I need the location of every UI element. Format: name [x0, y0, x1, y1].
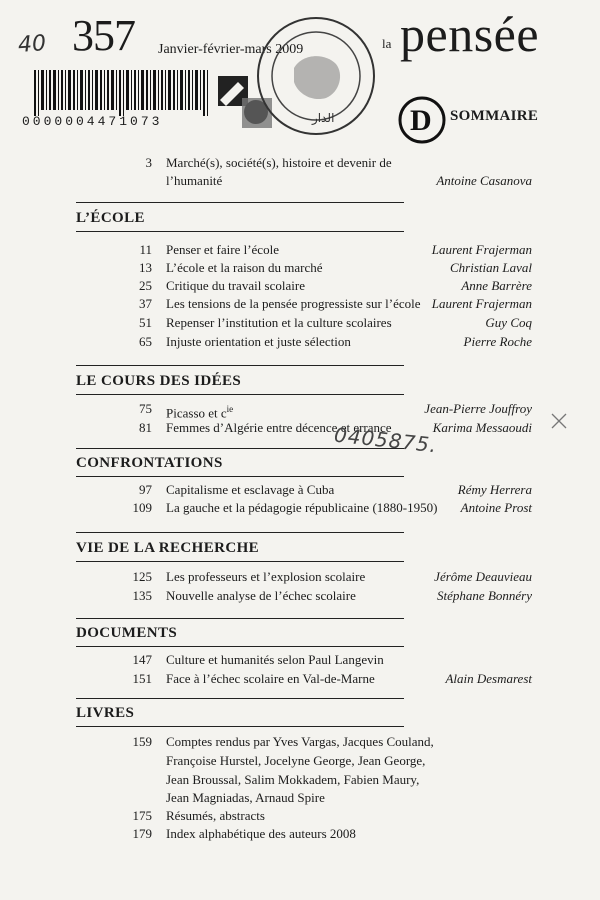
page-number: 135 [132, 588, 152, 603]
article-title: Face à l’échec scolaire en Val-de-Marne [166, 671, 375, 686]
journal-title: pensée [400, 6, 540, 62]
toc-entry [0, 400, 600, 421]
article-title: Marché(s), société(s), histoire et devenir de [166, 155, 392, 170]
divider [76, 231, 404, 232]
page-number: 147 [132, 652, 152, 667]
sommaire-heading: SOMMAIRE [450, 108, 539, 124]
article-author: Antoine Prost [460, 500, 532, 515]
toc-entry-comptes-cont [0, 771, 600, 789]
article-title: Picasso et $c^{ie}$ [166, 404, 234, 421]
divider [76, 726, 404, 727]
article-author: Anne Barrère [461, 278, 532, 293]
section-title-idees: LE COURS DES IDÉES [76, 373, 242, 389]
page-number: 81 [139, 420, 152, 435]
article-author: Karima Messaoudi [432, 420, 532, 435]
page-number: 175 [132, 808, 152, 823]
toc-entry [0, 825, 600, 843]
section-title-ecole: L’ÉCOLE [76, 210, 145, 226]
page-number: 97 [139, 482, 152, 497]
section-title-confrontations: CONFRONTATIONS [76, 455, 223, 471]
toc-entry [0, 419, 600, 437]
article-author: Laurent Frajerman [431, 296, 532, 311]
divider [76, 698, 404, 699]
page-number: 37 [139, 296, 152, 311]
toc-entry [0, 333, 600, 351]
divider [76, 646, 404, 647]
article-title: Comptes rendus par Yves Vargas, Jacques Couland, [166, 734, 434, 749]
divider [76, 202, 404, 203]
article-title: Femmes d’Algérie entre décence et errance [166, 420, 392, 435]
toc-entry [0, 259, 600, 277]
library-stamp [254, 14, 378, 138]
article-title: La gauche et la pédagogie républicaine (1880-1950) [166, 500, 438, 515]
section-title-documents: DOCUMENTS [76, 625, 178, 641]
toc-entry-comptes [0, 733, 600, 751]
section-title-livres: LIVRES [76, 705, 135, 721]
article-author: Jean-Pierre Jouffroy [424, 401, 532, 416]
page-number: 3 [145, 155, 152, 170]
article-title: L’école et la raison du marché [166, 260, 323, 275]
divider [76, 448, 404, 449]
article-title-cont: Françoise Hurstel, Jocelyne George, Jean George, [166, 753, 426, 768]
toc-entry [0, 277, 600, 295]
article-author: Rémy Herrera [457, 482, 532, 497]
article-title-cont: Jean Broussal, Salim Mokkadem, Fabien Maury, [166, 772, 420, 787]
handwritten-note: 40 [17, 31, 47, 58]
article-title: Injuste orientation et juste sélection [166, 334, 351, 349]
issue-date: Janvier-février-mars 2009 [158, 42, 304, 57]
barcode-number: 0000004471073 [22, 114, 163, 129]
toc-entry [0, 807, 600, 825]
toc-entry [0, 481, 600, 499]
margin-x-mark [550, 412, 568, 430]
article-author: Pierre Roche [463, 334, 532, 349]
article-title: Les tensions de la pensée progressiste sur l’école [166, 296, 421, 311]
article-title: Repenser l’institution et la culture scolaires [166, 315, 392, 330]
page-number: 151 [132, 671, 152, 686]
divider [76, 365, 404, 366]
intro-entry [0, 154, 600, 172]
toc-entry [0, 499, 600, 517]
article-author: Christian Laval [450, 260, 532, 275]
article-title-cont: l’humanité [166, 173, 223, 188]
divider [76, 476, 404, 477]
article-author: Stéphane Bonnéry [437, 588, 532, 603]
article-title: Les professeurs et l’explosion scolaire [166, 569, 366, 584]
divider [76, 618, 404, 619]
toc-entry [0, 241, 600, 259]
page-number: 75 [139, 401, 152, 416]
article-author: Jérôme Deauvieau [434, 569, 532, 584]
toc-entry [0, 568, 600, 586]
article-title: Nouvelle analyse de l’échec scolaire [166, 588, 356, 603]
article-title: Critique du travail scolaire [166, 278, 305, 293]
article-title: Index alphabétique des auteurs 2008 [166, 826, 356, 841]
article-title-cont: Jean Magniadas, Arnaud Spire [166, 790, 325, 805]
page-number: 109 [132, 500, 152, 515]
journal-article: la [382, 36, 392, 51]
svg-text:D: D [410, 104, 432, 137]
article-title: Résumés, abstracts [166, 808, 265, 823]
stamp-text: الدار [312, 111, 335, 125]
page-number: 51 [139, 315, 152, 330]
toc-entry [0, 670, 600, 688]
article-title: Capitalisme et esclavage à Cuba [166, 482, 335, 497]
page-number: 25 [139, 278, 152, 293]
toc-entry-comptes-cont [0, 752, 600, 770]
toc-entry-comptes-cont [0, 789, 600, 807]
page-number: 159 [132, 734, 152, 749]
page-number: 65 [139, 334, 152, 349]
divider [76, 532, 404, 533]
page-number: 125 [132, 569, 152, 584]
intro-entry-cont [0, 172, 600, 190]
toc-entry [0, 587, 600, 605]
divider [76, 561, 404, 562]
article-author: Laurent Frajerman [431, 242, 532, 257]
barcode [34, 70, 210, 116]
handwritten-number: 0405875. [333, 422, 439, 458]
toc-entry [0, 314, 600, 332]
d-logo-icon [398, 96, 446, 144]
section-title-recherche: VIE DE LA RECHERCHE [76, 540, 260, 556]
page-number: 179 [132, 826, 152, 841]
page-number: 11 [139, 242, 152, 257]
article-author: Guy Coq [485, 315, 532, 330]
page-number: 13 [139, 260, 152, 275]
article-author: Alain Desmarest [445, 671, 532, 686]
toc-entry [0, 651, 600, 669]
article-title: Penser et faire l’école [166, 242, 279, 257]
article-title: Culture et humanités selon Paul Langevin [166, 652, 384, 667]
divider [76, 394, 404, 395]
toc-entry [0, 295, 600, 313]
issue-number: 357 [72, 11, 135, 60]
article-author: Antoine Casanova [436, 173, 532, 188]
